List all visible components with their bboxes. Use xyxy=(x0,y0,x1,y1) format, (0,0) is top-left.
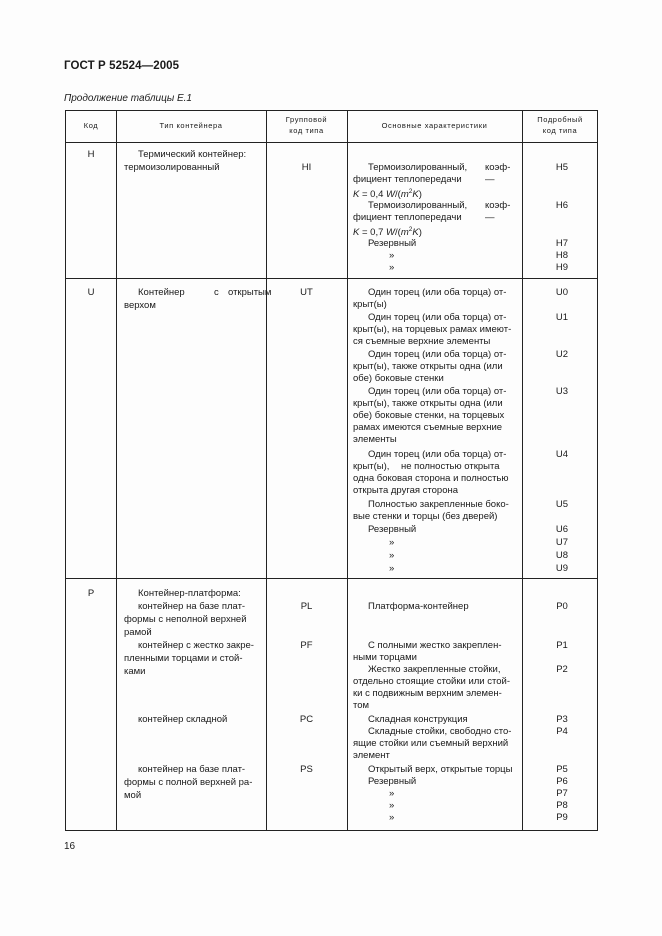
type-pf-line2: пленными торцами и стой- xyxy=(124,653,243,664)
char-u-reserved: Резервный xyxy=(368,524,417,535)
char-h-reserved: Резервный xyxy=(368,238,417,249)
char-h6-line2b: — xyxy=(485,212,495,223)
ditto-mark: » xyxy=(389,812,395,823)
char-u4-line4: открыта другая сторона xyxy=(353,485,459,496)
char-u4-line2a: крыт(ы), xyxy=(353,461,390,472)
detail-code-p3: P3 xyxy=(556,714,568,725)
ditto-mark: » xyxy=(389,537,395,548)
char-u4-line2b: не полностью открыта xyxy=(401,461,500,472)
header-group-code: Групповой код типа xyxy=(285,115,328,135)
type-ps-line3: мой xyxy=(124,790,142,801)
type-h-line1: Термический контейнер: xyxy=(138,149,247,160)
detail-code-u9: U9 xyxy=(555,563,569,574)
char-u3-line2: крыт(ы), также открыты одна (или xyxy=(353,398,503,409)
header-container-type: Тип контейнера xyxy=(159,121,223,130)
code-p: P xyxy=(87,588,95,599)
type-pl-line2: формы с неполной верхней xyxy=(124,614,247,625)
char-h5-line1b: коэф- xyxy=(485,162,511,173)
char-p2-line4: том xyxy=(353,700,370,711)
type-u-line1b: с xyxy=(214,287,219,298)
column-divider xyxy=(116,111,117,830)
code-h: Н xyxy=(87,149,95,160)
detail-code-p5: P5 xyxy=(556,764,568,775)
detail-code-h7: H7 xyxy=(555,238,569,249)
char-u4-line1: Один торец (или оба торца) от- xyxy=(368,449,507,460)
type-pf-line3: ками xyxy=(124,666,146,677)
container-type-table xyxy=(65,110,598,831)
code-u: U xyxy=(87,287,95,298)
ditto-mark: » xyxy=(389,550,395,561)
detail-code-u2: U2 xyxy=(555,349,569,360)
detail-code-h5: H5 xyxy=(555,162,569,173)
char-u3-line3: обе) боковые стенки, на торцевых xyxy=(353,410,505,421)
char-p4-line1: Складные стойки, свободно сто- xyxy=(368,726,512,737)
char-u1-line3: ся съемные верхние элементы xyxy=(353,336,491,347)
char-p3: Складная конструкция xyxy=(368,714,468,725)
char-p1-line1: С полными жестко закреплен- xyxy=(368,640,502,651)
standard-title: ГОСТ Р 52524—2005 xyxy=(64,60,180,72)
table-caption: Продолжение таблицы Е.1 xyxy=(64,93,192,104)
char-p5: Открытый верх, открытые торцы xyxy=(368,764,513,775)
group-code-pf: PF xyxy=(300,640,313,651)
char-u2-line3: обе) боковые стенки xyxy=(353,373,444,384)
char-u3-line4: рамах имеются съемные верхние xyxy=(353,422,503,433)
type-pl-line1: контейнер на базе плат- xyxy=(138,601,246,612)
char-h5-line2b: — xyxy=(485,174,495,185)
char-h6-line1a: Термоизолированный, xyxy=(368,200,468,211)
char-p0: Платформа-контейнер xyxy=(368,601,469,612)
detail-code-p9: P9 xyxy=(556,812,568,823)
detail-code-u5: U5 xyxy=(555,499,569,510)
char-u2-line1: Один торец (или оба торца) от- xyxy=(368,349,507,360)
group-code-ut: UT xyxy=(300,287,313,298)
detail-code-p7: P7 xyxy=(556,788,568,799)
char-u1-line2: крыт(ы), на торцевых рамах имеют- xyxy=(353,324,512,335)
char-p4-line2: ящие стойки или съемный верхний xyxy=(353,738,509,749)
detail-code-p8: P8 xyxy=(556,800,568,811)
char-u3-line1: Один торец (или оба торца) от- xyxy=(368,386,507,397)
char-p2-line1: Жестко закрепленные стойки, xyxy=(368,664,501,675)
char-p-reserved: Резервный xyxy=(368,776,417,787)
type-pl-line3: рамой xyxy=(124,627,152,638)
ditto-mark: » xyxy=(389,800,395,811)
type-u-line2: верхом xyxy=(124,300,156,311)
char-h6-line1b: коэф- xyxy=(485,200,511,211)
group-code-hi: HI xyxy=(301,162,312,173)
detail-code-u6: U6 xyxy=(555,524,569,535)
detail-code-h8: H8 xyxy=(555,250,569,261)
detail-code-u0: U0 xyxy=(555,287,569,298)
type-pc: контейнер складной xyxy=(138,714,228,725)
char-h5-line3: K = 0,4 $W/(m^2K)$ xyxy=(353,188,422,201)
header-divider xyxy=(66,142,597,143)
group-code-pl: PL xyxy=(300,601,313,612)
type-pf-line1: контейнер с жестко закре- xyxy=(138,640,254,651)
char-h5-line2a: фициент теплопередачи xyxy=(353,174,462,185)
type-p-title: Контейнер-платформа: xyxy=(138,588,241,599)
type-h-line2: термоизолированный xyxy=(124,162,220,173)
type-u-line1a: Контейнер xyxy=(138,287,185,298)
ditto-mark: » xyxy=(389,788,395,799)
header-code: Код xyxy=(83,121,99,130)
ditto-mark: » xyxy=(389,250,395,261)
page-number: 16 xyxy=(64,841,76,852)
char-u5-line2: вые стенки и торцы (без дверей) xyxy=(353,511,498,522)
char-h6-line2a: фициент теплопередачи xyxy=(353,212,462,223)
column-divider xyxy=(347,111,348,830)
char-p1-line2: ными торцами xyxy=(353,652,417,663)
detail-code-p4: P4 xyxy=(556,726,568,737)
char-u2-line2: крыт(ы), также открыты одна (или xyxy=(353,361,503,372)
char-p2-line3: ки с подвижным верхним элемен- xyxy=(353,688,502,699)
header-detail-code: Подробный код типа xyxy=(537,115,583,135)
char-u0-line2: крыт(ы) xyxy=(353,299,387,310)
char-h6-line3: K = 0,7 $W/(m^2K)$ xyxy=(353,226,422,239)
detail-code-u4: U4 xyxy=(555,449,569,460)
char-u4-line3: одна боковая сторона и полностью xyxy=(353,473,509,484)
row-divider xyxy=(66,278,597,279)
detail-code-p6: P6 xyxy=(556,776,568,787)
char-u5-line1: Полностью закрепленные боко- xyxy=(368,499,509,510)
type-ps-line2: формы с полной верхней ра- xyxy=(124,777,253,788)
detail-code-p0: P0 xyxy=(556,601,568,612)
detail-code-u7: U7 xyxy=(555,537,569,548)
detail-code-h9: H9 xyxy=(555,262,569,273)
header-characteristics: Основные характеристики xyxy=(381,121,488,130)
ditto-mark: » xyxy=(389,262,395,273)
char-u1-line1: Один торец (или оба торца) от- xyxy=(368,312,507,323)
group-code-pc: PC xyxy=(299,714,314,725)
detail-code-u8: U8 xyxy=(555,550,569,561)
group-code-ps: PS xyxy=(300,764,313,775)
char-p2-line2: отдельно стоящие стойки или стой- xyxy=(353,676,510,687)
char-p4-line3: элемент xyxy=(353,750,390,761)
type-ps-line1: контейнер на базе плат- xyxy=(138,764,246,775)
type-u-line1c: открытым xyxy=(228,287,272,298)
detail-code-u1: U1 xyxy=(555,312,569,323)
detail-code-p2: P2 xyxy=(556,664,568,675)
detail-code-h6: H6 xyxy=(555,200,569,211)
char-u3-line5: элементы xyxy=(353,434,397,445)
char-h5-line1a: Термоизолированный, xyxy=(368,162,468,173)
ditto-mark: » xyxy=(389,563,395,574)
detail-code-u3: U3 xyxy=(555,386,569,397)
char-u0-line1: Один торец (или оба торца) от- xyxy=(368,287,507,298)
row-divider xyxy=(66,578,597,579)
detail-code-p1: P1 xyxy=(556,640,568,651)
